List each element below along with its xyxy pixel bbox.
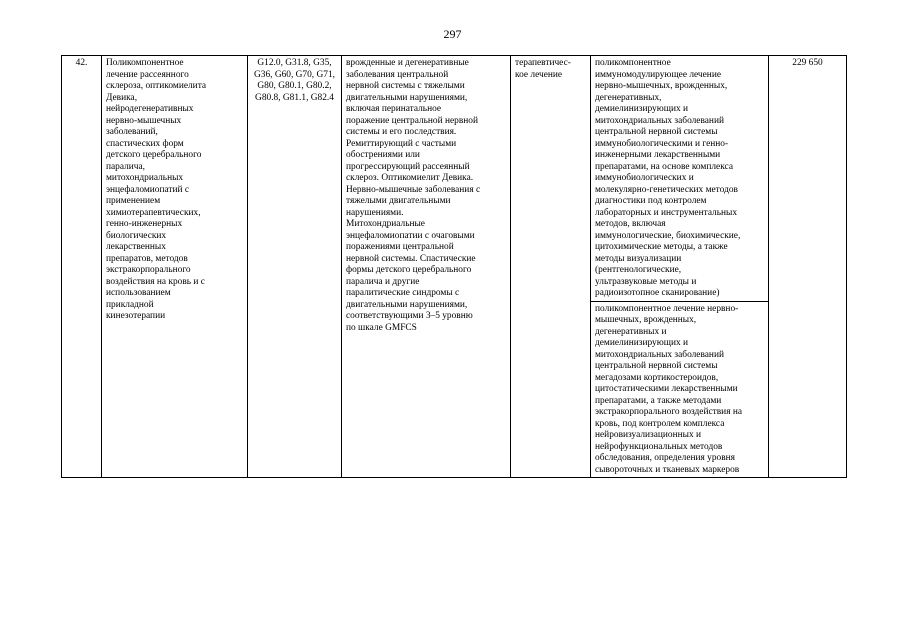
- text-line: Ремиттирующий с частыми: [346, 138, 457, 149]
- text-line: нервно-мышечных, врожденных,: [595, 81, 728, 91]
- text-line: кинезотерапии: [106, 311, 166, 321]
- icd-codes: [252, 58, 337, 104]
- text-line: нарушениями.: [346, 207, 404, 218]
- text-line: иммунобиологическими и генно-: [595, 138, 729, 149]
- treatment-method-corticosteroid: [595, 304, 764, 477]
- text-line: экстракорпорального: [106, 265, 191, 275]
- text-line: использованием: [106, 288, 171, 298]
- text-line: митохондриальных заболеваний: [595, 349, 724, 360]
- text-line: включая перинатальное: [346, 104, 442, 114]
- text-line: системы и его последствия.: [346, 127, 457, 137]
- text-line: паралича и другие: [346, 276, 420, 287]
- text-line: энцефаломиопатии с очаговыми: [346, 230, 475, 241]
- text-line: экстракорпорального воздействия на: [595, 407, 743, 417]
- text-line: детского церебрального: [106, 150, 202, 160]
- text-line: G12.0, G31.8, G35,: [257, 58, 332, 68]
- text-line: нервно-мышечных: [106, 115, 182, 126]
- text-line: препаратами, на основе комплекса: [595, 161, 733, 172]
- text-line: обострениями или: [346, 150, 420, 160]
- icd-codes-cell: [248, 56, 342, 478]
- text-line: химиотерапевтических,: [106, 207, 201, 218]
- text-line: биологических: [106, 230, 167, 241]
- text-line: центральной нервной системы: [595, 361, 718, 371]
- treatment-type: [515, 58, 586, 81]
- text-line: кровь, под контролем комплекса: [595, 418, 725, 429]
- text-line: лекарственных: [106, 242, 166, 252]
- text-line: двигательными нарушениями,: [346, 92, 468, 103]
- text-line: иммунологические, биохимические,: [595, 230, 741, 241]
- text-line: по шкале GMFCS: [346, 322, 417, 333]
- page-number: 297: [443, 27, 462, 41]
- diagnosis-text: [346, 58, 506, 334]
- text-line: поражениями центральной: [346, 242, 454, 252]
- text-line: поликомпонентное лечение нервно-: [595, 303, 739, 314]
- text-line: нейрофункциональных методов: [595, 441, 723, 452]
- text-line: цитостатическими лекарственными: [595, 384, 738, 394]
- row-number: 42.: [75, 58, 88, 68]
- treatment-type-cell: [511, 56, 591, 478]
- treatment-method-cell: [591, 56, 769, 302]
- text-line: демиелинизирующих и: [595, 104, 689, 114]
- text-line: инженерными лекарственными: [595, 150, 721, 160]
- text-line: Поликомпонентное: [106, 58, 184, 68]
- text-line: методы визуализации: [595, 253, 682, 264]
- text-line: молекулярно-генетических методов: [595, 184, 738, 195]
- text-line: Нервно-мышечные заболевания с: [346, 184, 481, 195]
- text-line: иммуномодулирующее лечение: [595, 69, 722, 80]
- text-line: паралича,: [106, 161, 146, 172]
- text-line: применением: [106, 196, 161, 206]
- text-line: G36, G60, G70, G71,: [254, 69, 335, 80]
- text-line: поражение центральной нервной: [346, 115, 478, 126]
- text-line: лечение рассеянного: [106, 69, 189, 80]
- text-line: G80, G80.1, G80.2,: [257, 81, 332, 91]
- text-line: формы детского церебрального: [346, 265, 472, 275]
- text-line: сывороточных и тканевых маркеров: [595, 464, 740, 475]
- text-line: демиелинизирующих и: [595, 338, 689, 348]
- text-line: склероз. Оптикомиелит Девика.: [346, 173, 474, 183]
- text-line: препаратов, методов: [106, 253, 188, 264]
- text-line: прогрессирующий рассеянный: [346, 161, 470, 172]
- care-type-name: [106, 58, 243, 323]
- text-line: прикладной: [106, 299, 154, 310]
- treatment-method-cell: [591, 301, 769, 478]
- text-line: воздействия на кровь и с: [106, 276, 205, 287]
- text-line: паралитические синдромы с: [346, 288, 460, 298]
- price-cell: [769, 56, 847, 478]
- text-line: ультразвуковые методы и: [595, 276, 697, 287]
- text-line: мегадозами кортикостероидов,: [595, 372, 719, 383]
- text-line: центральной нервной системы: [595, 127, 718, 137]
- text-line: цитохимические методы, а также: [595, 242, 728, 252]
- text-line: мышечных, врожденных,: [595, 315, 697, 325]
- text-line: дегенеративных,: [595, 92, 662, 103]
- text-line: дегенеративных и: [595, 326, 667, 337]
- text-line: иммунобиологических и: [595, 173, 694, 183]
- text-line: двигательными нарушениями,: [346, 299, 468, 310]
- text-line: Митохондриальные: [346, 219, 425, 229]
- text-line: (рентгенологические,: [595, 265, 682, 275]
- text-line: нервной системы с тяжелыми: [346, 81, 465, 91]
- text-line: Девика,: [106, 92, 138, 103]
- text-line: нервной системы. Спастические: [346, 253, 476, 264]
- text-line: энцефаломиопатий с: [106, 184, 190, 195]
- text-line: врожденные и дегенеративные: [346, 58, 469, 68]
- text-line: заболеваний,: [106, 127, 158, 137]
- medical-care-table: [61, 55, 847, 478]
- text-line: лабораторных и инструментальных: [595, 207, 738, 218]
- text-line: методов, включая: [595, 219, 666, 229]
- text-line: G80.8, G81.1, G82.4: [255, 92, 334, 103]
- text-line: препаратами, а также методами: [595, 395, 722, 406]
- row-number-cell: [62, 56, 102, 478]
- text-line: заболевания центральной: [346, 69, 449, 80]
- text-line: тяжелыми двигательными: [346, 196, 451, 206]
- price-value: 229 650: [792, 58, 823, 68]
- text-line: кое лечение: [515, 69, 563, 80]
- text-line: соответствующими 3–5 уровню: [346, 311, 473, 321]
- text-line: спастических форм: [106, 138, 184, 149]
- diagnosis-cell: [342, 56, 511, 478]
- text-line: диагностики под контролем: [595, 196, 707, 206]
- text-line: митохондриальных заболеваний: [595, 115, 724, 126]
- care-type-cell: [102, 56, 248, 478]
- treatment-method-immunomodulating: [595, 58, 764, 300]
- text-line: митохондриальных: [106, 173, 184, 183]
- text-line: поликомпонентное: [595, 58, 671, 68]
- text-line: обследования, определения уровня: [595, 453, 735, 463]
- text-line: нейродегенеративных: [106, 104, 194, 114]
- text-line: нейровизуализационных и: [595, 430, 701, 440]
- table-row: [62, 56, 847, 302]
- text-line: генно-инженерных: [106, 219, 183, 229]
- text-line: радиоизотопное сканирование): [595, 288, 720, 298]
- text-line: терапевтичес-: [515, 58, 571, 68]
- text-line: склероза, оптикомиелита: [106, 81, 207, 91]
